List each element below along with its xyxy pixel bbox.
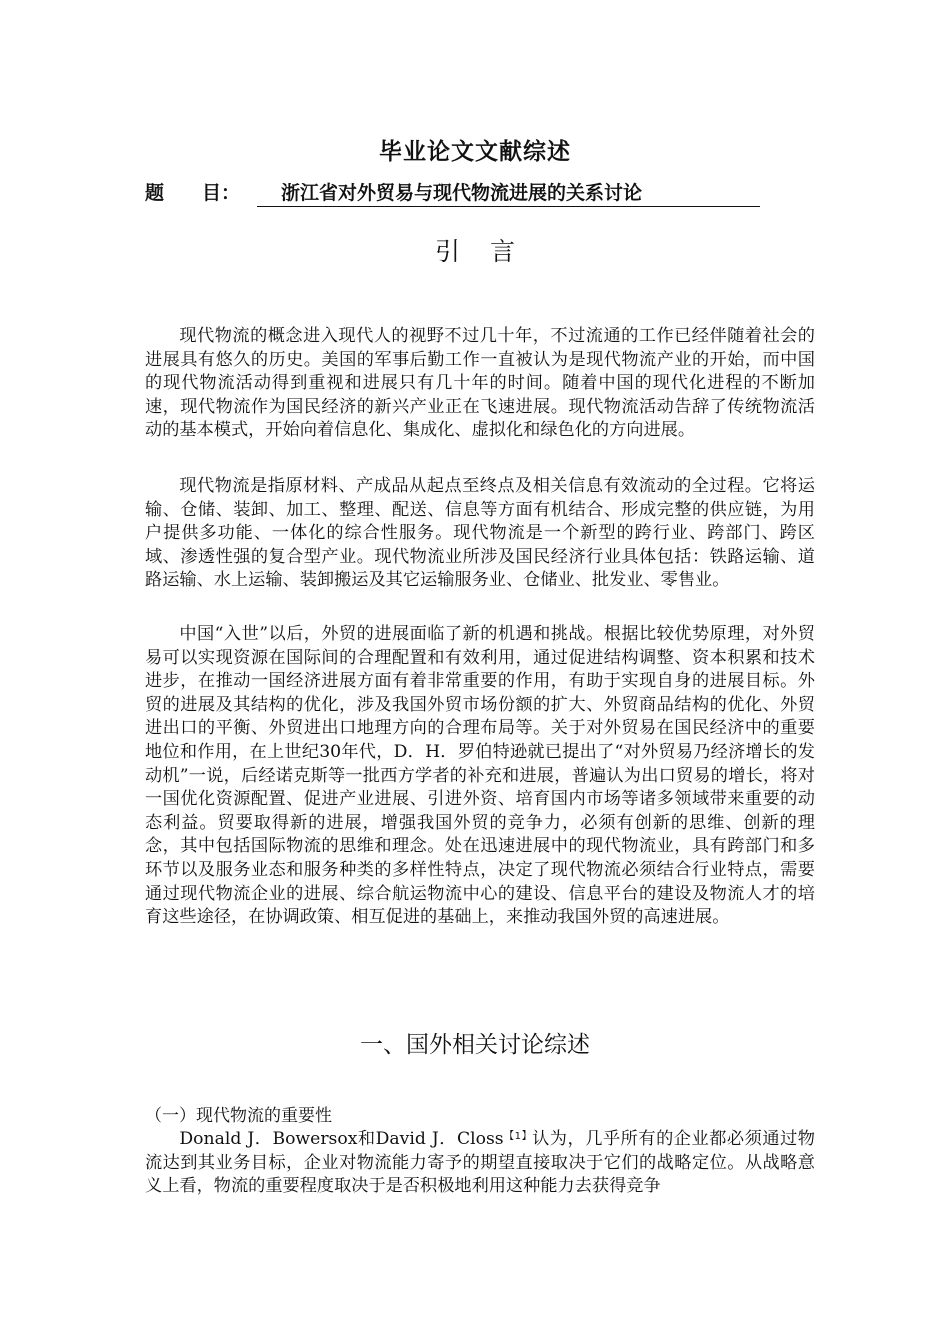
paragraph-1: 现代物流的概念进入现代人的视野不过几十年，不过流通的工作已经伴随着社会的进展具有悠久的历史。美国的军事后勤工作一直被认为是现代物流产业的开始，而中国的现代物流活动得到重视和进展只有几十年的时间。随着中国的现代化进程的不断加速，现代物流作为国民经济的新兴产业正在飞速进展。现代物流活动告辞了传统物流活动的基本模式，开始向着信息化、集成化、虚拟化和绿色化的方向进展。 — [145, 326, 815, 441]
topic-row — [145, 178, 765, 202]
paragraph-4 — [145, 1128, 815, 1199]
topic-value: 浙江省对外贸易与现代物流进展的关系讨论 — [257, 178, 760, 207]
paragraph-4-rest: 认为，几乎所有的企业都必须通过物流达到其业务目标，企业对物流能力寄予的期望直接取决于它们的战略定位。从战略意义上看，物流的重要程度取决于是否积极地利用这种能力去获得竞争 — [145, 1129, 815, 1197]
topic-label: 题 目： — [145, 182, 241, 204]
section-one-heading: 一、国外相关讨论综述 — [360, 1032, 590, 1058]
citation-marker: 【1】 — [503, 1131, 533, 1142]
paragraph-3: 中国“入世”以后，外贸的进展面临了新的机遇和挑战。根据比较优势原理，对外贸易可以实现资源在国际间的合理配置和有效利用，通过促进结构调整、资本积累和技术进步，在推动一国经济进展方面有着非常重要的作用，有助于实现自身的进展目标。外贸的进展及其结构的优化，涉及我国外贸市场份额的扩大、外贸商品结构的优化、外贸进出口的平衡、外贸进出口地理方向的合理布局等。关于对外贸易在国民经济中的重要地位和作用，在上世纪30年代，D．H．罗伯特逊就已提出了“对外贸易乃经济增长的发动机”一说，后经诺克斯等一批西方学者的补充和进展，普遍认为出口贸易的增长，将对一国优化资源配置、促进产业进展、引进外资、培育国内市场等诸多领域带来重要的动态利益。贸要取得新的进展，增强我国外贸的竞争力，必须有创新的思维、创新的理念，其中包括国际物流的思维和理念。处在迅速进展中的现代物流业，具有跨部门和多环节以及服务业态和服务种类的多样性特点，决定了现代物流必须结合行业特点，需要通过现代物流企业的进展、综合航运物流中心的建设、信息平台的建设及物流人才的培育这些途径，在协调政策、相互促进的基础上，来推动我国外贸的高速进展。 — [145, 624, 815, 928]
subsection-heading: （一）现代物流的重要性 — [145, 1106, 332, 1126]
paragraph-2: 现代物流是指原材料、产成品从起点至终点及相关信息有效流动的全过程。它将运输、仓储、装卸、加工、整理、配送、信息等方面有机结合、形成完整的供应链，为用户提供多功能、一体化的综合性服务。现代物流是一个新型的跨行业、跨部门、跨区域、渗透性强的复合型产业。现代物流业所涉及国民经济行业具体包括：铁路运输、道路运输、水上运输、装卸搬运及其它运输服务业、仓储业、批发业、零售业。 — [145, 476, 815, 591]
intro-heading: 引言 — [434, 237, 545, 266]
paragraph-4-lead: Donald J．Bowersox和David J．Closs — [179, 1129, 504, 1149]
document-title: 毕业论文文献综述 — [379, 138, 571, 165]
